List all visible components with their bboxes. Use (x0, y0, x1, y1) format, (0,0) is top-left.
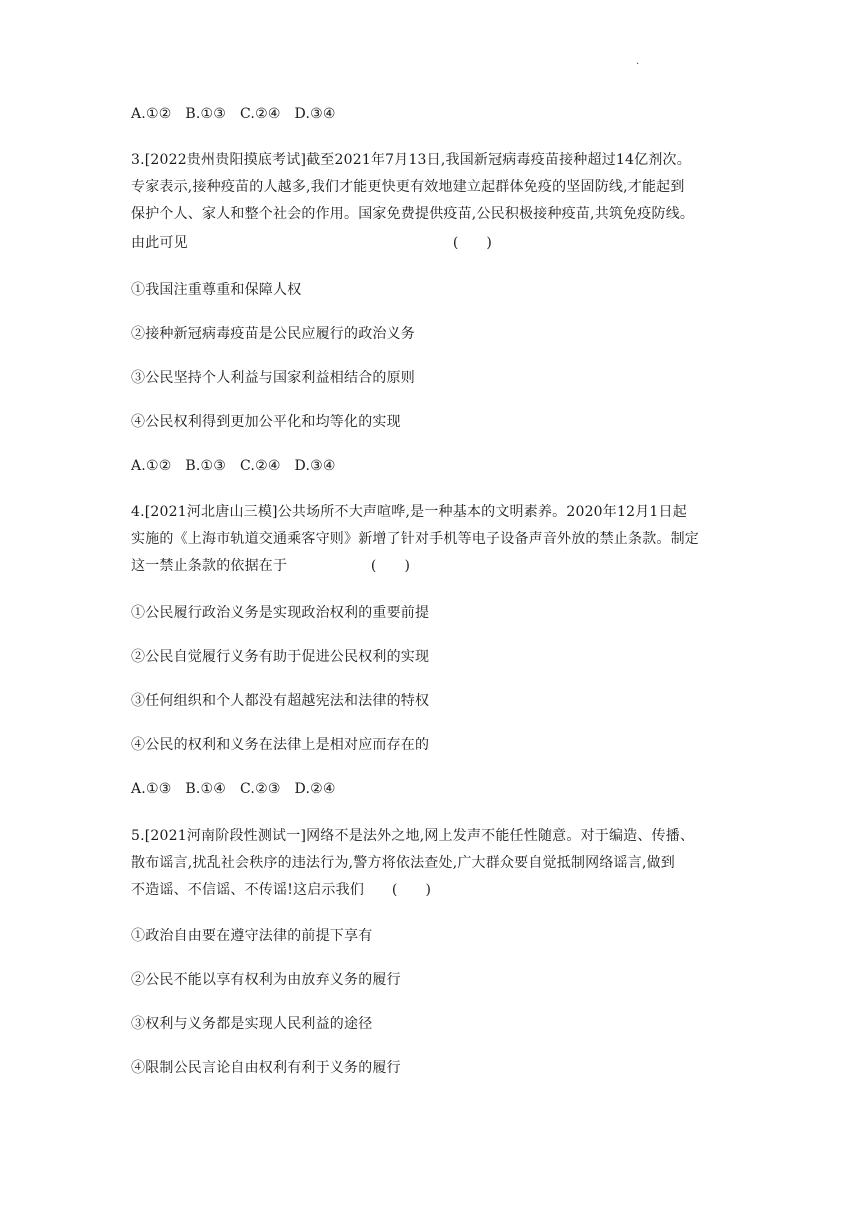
question-4-option-3: ③任何组织和个人都没有超越宪法和法律的特权 (131, 693, 430, 709)
question-3-stem-line-2: 专家表示,接种疫苗的人越多,我们才能更快更有效地建立起群体免疫的坚固防线,才能起到 (131, 179, 685, 195)
question-4-answer-choices: A.①③ B.①④ C.②③ D.②④ (131, 781, 336, 797)
question-3-option-1: ①我国注重尊重和保障人权 (131, 282, 302, 298)
question-5-option-3: ③权利与义务都是实现人民利益的途径 (131, 1016, 373, 1032)
question-3-option-3: ③公民坚持个人利益与国家利益相结合的原则 (131, 370, 415, 386)
question-5-stem-line-3: 不造谣、不信谣、不传谣!这启示我们 ( ) (131, 882, 432, 898)
question-4-option-4: ④公民的权利和义务在法律上是相对应而存在的 (131, 737, 430, 753)
question-5-option-4: ④限制公民言论自由权利有利于义务的履行 (131, 1060, 401, 1076)
question-3-option-4: ④公民权利得到更加公平化和均等化的实现 (131, 414, 401, 430)
question-5-stem-line-1: 5.[2021河南阶段性测试一]网络不是法外之地,网上发声不能任性随意。对于编造、传播、 (131, 828, 695, 844)
question-4-option-1: ①公民履行政治义务是实现政治权利的重要前提 (131, 605, 430, 621)
question-5-option-2: ②公民不能以享有权利为由放弃义务的履行 (131, 972, 401, 988)
answer-choices: A.①② B.①③ C.②④ D.③④ (131, 106, 336, 122)
question-3-stem-line-3: 保护个人、家人和整个社会的作用。国家免费提供疫苗,公民积极接种疫苗,共筑免疫防线。 (131, 206, 695, 222)
question-3-stem-line-4: 由此可见 ( ) (131, 235, 493, 251)
question-3-option-2: ②接种新冠病毒疫苗是公民应履行的政治义务 (131, 326, 415, 342)
question-5-stem-line-2: 散布谣言,扰乱社会秩序的违法行为,警方将依法查处,广大群众要自觉抵制网络谣言,做到 (131, 855, 675, 871)
question-4-stem-line-1: 4.[2021河北唐山三模]公共场所不大声喧哗,是一种基本的文明素养。2020年12月1日起 (131, 504, 687, 520)
question-3-answer-choices: A.①② B.①③ C.②④ D.③④ (131, 458, 336, 474)
question-4-option-2: ②公民自觉履行义务有助于促进公民权利的实现 (131, 649, 430, 665)
question-4-stem-line-2: 实施的《上海市轨道交通乘客守则》新增了针对手机等电子设备声音外放的禁止条款。制定 (131, 531, 699, 547)
page-mark: . (636, 56, 640, 67)
question-4-stem-line-3: 这一禁止条款的依据在于 ( ) (131, 558, 411, 574)
question-5-option-1: ①政治自由要在遵守法律的前提下享有 (131, 928, 373, 944)
question-3-stem-line-1: 3.[2022贵州贵阳摸底考试]截至2021年7月13日,我国新冠病毒疫苗接种超过14亿剂次。 (131, 152, 691, 168)
